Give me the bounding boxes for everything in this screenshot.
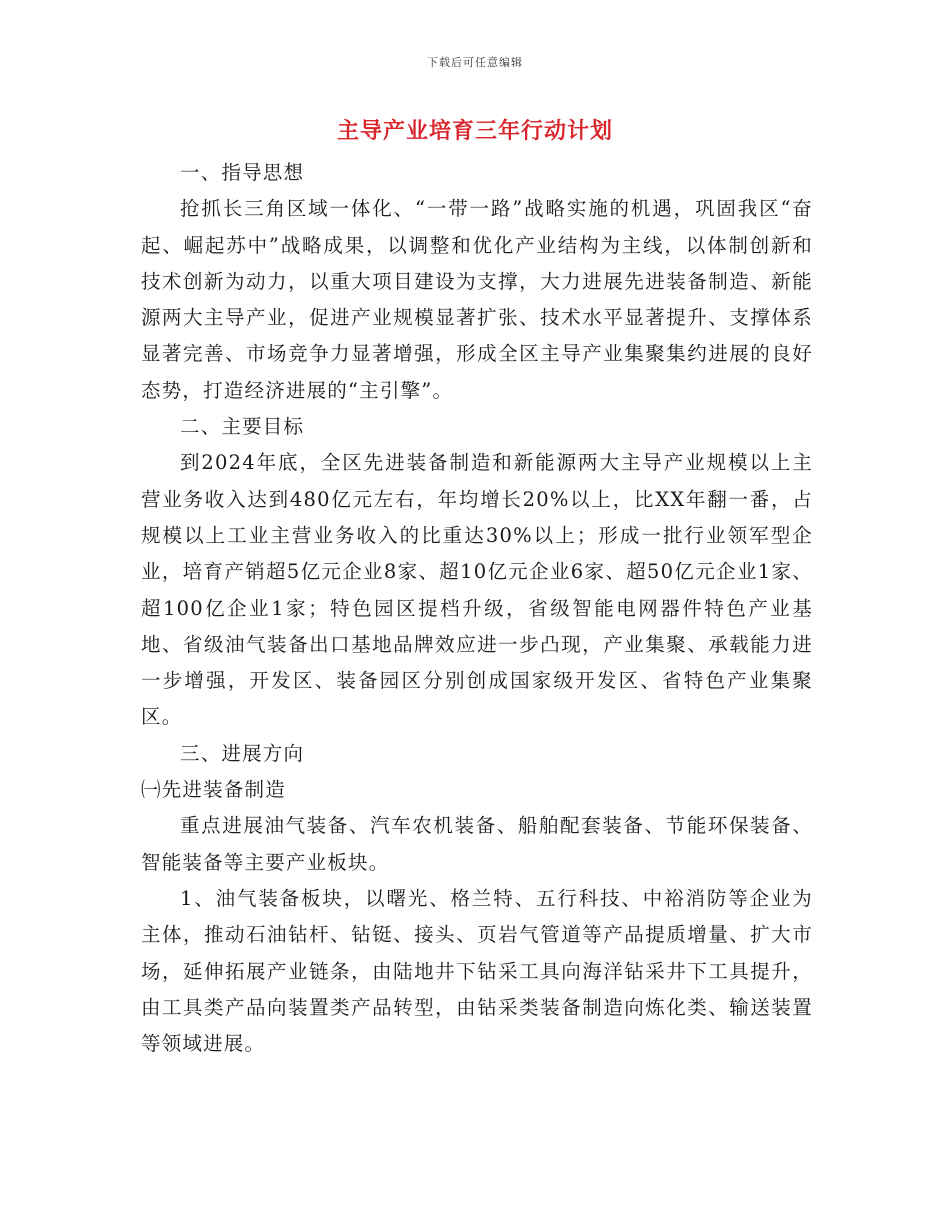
section-heading-guiding-ideology: 一、指导思想 xyxy=(180,161,305,184)
paragraph-main-goals: 到2024年底，全区先进装备制造和新能源两大主导产业规模以上主营业务收入达到480亿元左右，年均增长20%以上，比XX年翻一番，占规模以上工业主营业务收入的比重达30%以上；形成一批行业领军型企业，培育产销超5亿元企业8家、超10亿元企业6家、超50亿元企业1家、超100亿企业1家；特色园区提档升级，省级智能电网器件特色产业基地、省级油气装备出口基地品牌效应进一步凸现，产业集聚、承载能力进一步增强，开发区、装备园区分别创成国家级开发区、省特色产业集聚区。 xyxy=(141,451,813,729)
section-heading-main-goals: 二、主要目标 xyxy=(180,415,305,439)
paragraph-oil-gas-equipment: 1、油气装备板块，以曙光、格兰特、五行科技、中裕消防等企业为主体，推动石油钻杆、钻铤、接头、页岩气管道等产品提质增量、扩大市场，延伸拓展产业链条，由陆地井下钻采工具向海洋钻采井下工具提升，由工具类产品向装置类产品转型，由钻采类装备制造向炼化类、输送装置等领域进展。 xyxy=(141,886,813,1056)
document-body xyxy=(141,155,813,1062)
page-header-note: 下载后可任意编辑 xyxy=(427,56,523,69)
paragraph-key-sectors: 重点进展油气装备、汽车农机装备、船舶配套装备、节能环保装备、智能装备等主要产业板块。 xyxy=(141,814,813,874)
paragraph-guiding-ideology: 抢抓长三角区域一体化、“一带一路”战略实施的机遇，巩固我区“奋起、崛起苏中”战略成果，以调整和优化产业结构为主线，以体制创新和技术创新为动力，以重大项目建设为支撑，大力进展先进装备制造、新能源两大主导产业，促进产业规模显著扩张、技术水平显著提升、支撑体系显著完善、市场竞争力显著增强，形成全区主导产业集聚集约进展的良好态势，打造经济进展的“主引擎”。 xyxy=(141,197,813,402)
document-title: 主导产业培育三年行动计划 xyxy=(336,118,613,144)
section-heading-development-direction: 三、进展方向 xyxy=(180,741,305,765)
subheading-advanced-equipment: ㈠先进装备制造 xyxy=(141,778,286,802)
